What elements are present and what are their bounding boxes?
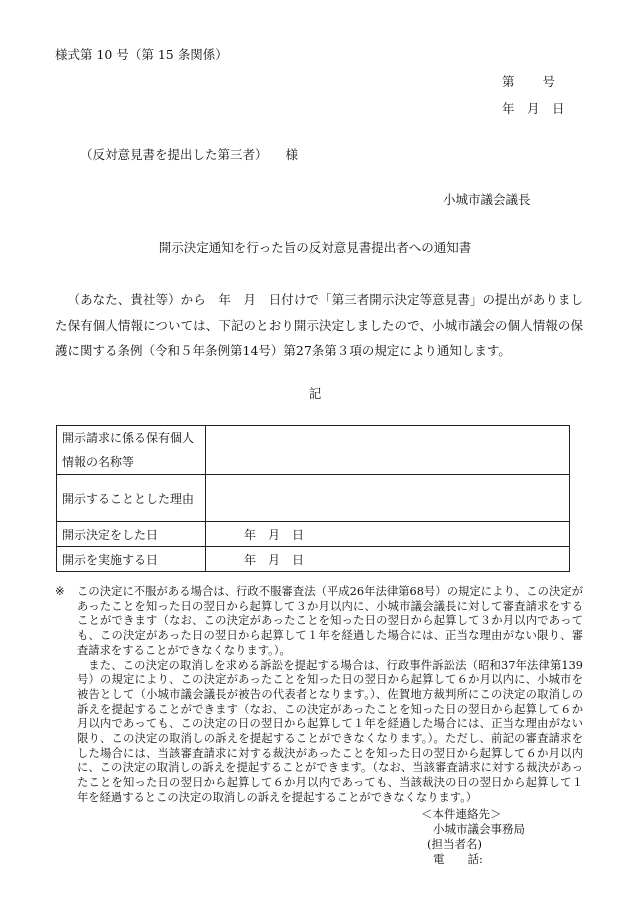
document-date: 年 月 日 [502, 101, 565, 116]
document-title: 開示決定通知を行った旨の反対意見書提出者への通知書 [158, 240, 472, 255]
row-value-info-name [206, 426, 570, 475]
contact-header: ＜本件連絡先＞ [421, 807, 502, 821]
row-label-implementation-date: 開示を実施する日 [57, 547, 206, 572]
info-table [56, 425, 570, 572]
ki-heading: 記 [308, 386, 322, 401]
form-number-label: 様式第 10 号（第 15 条関係） [55, 47, 228, 62]
row-label-decision-date: 開示決定をした日 [57, 522, 206, 547]
note-paragraph-lawsuit: また、この決定の取消しを求める訴訟を提起する場合は、行政事件訴訟法（昭和37年法律第139号）の規定により、この決定があったことを知った日の翌日から起算して６か月以内に、小城市を被告として（小城市議会議長が被告の代表者となります。）、佐賀地方裁判所にこの決定の取消しの訴えを提起することができます（なお、この決定があったことを知った日の翌日から起算して６か月以内であっても、この決定の日の翌日から起算して１年を経過した場合には、正当な理由がない限り、この決定の取消しの訴えを提起することができなくなります。）。ただし、前記の審査請求をした場合には、当該審査請求に対する裁決があったことを知った日の翌日から起算して６か月以内に、この決定の取消しの訴えを提起することができます。（なお、当該審査請求に対する裁決があったことを知った日の翌日から起算して６か月以内であっても、当該裁決の日の翌日から起算して１年を経過するとこの決定の取消しの訴えを提起することができなくなります。） [77, 658, 583, 804]
table-row [57, 522, 570, 547]
notes-section [55, 585, 583, 806]
recipient-line [80, 145, 298, 163]
document-number-prefix: 第 [502, 74, 515, 89]
row-label-line: 情報の名称等 [62, 455, 135, 469]
contact-phone: 電 話: [433, 852, 483, 866]
contact-person: (担当者名) [427, 837, 482, 851]
body-paragraph: （あなた、貴社等）から 年 月 日付けで「第三者開示決定等意見書」の提出がありました保有個人情報については、下記のとおり開示決定しましたので、小城市議会の個人情報の保護に関する条例（令和５年条例第14号）第27条第３項の規定により通知します。 [55, 292, 583, 358]
row-label-line: 開示請求に係る保有個人 [62, 431, 195, 445]
sender-name: 小城市議会議長 [443, 192, 531, 207]
row-value-implementation-date: 年 月 日 [206, 547, 570, 572]
contact-office: 小城市議会事務局 [433, 822, 525, 836]
row-label-reason: 開示することとした理由 [57, 475, 206, 522]
document-number-suffix: 号 [542, 74, 556, 89]
recipient-name: （反対意見書を提出した第三者） [80, 147, 268, 162]
document-number [502, 72, 555, 90]
table-row [57, 475, 570, 522]
note-paragraph-appeal: この決定に不服がある場合は、行政不服審査法（平成26年法律第68号）の規定により、この決定があったことを知った日の翌日から起算して３か月以内に、小城市議会議長に対して審査請求をすることができます（なお、この決定があったことを知った日の翌日から起算して３か月以内であっても、この決定があった日の翌日から起算して１年を経過した場合には、正当な理由がない限り、審査請求をすることができなくなります。）。 [77, 585, 583, 657]
row-value-decision-date: 年 月 日 [206, 522, 570, 547]
row-label-info-name [57, 426, 206, 475]
note-mark: ※ [55, 585, 65, 598]
table-row [57, 426, 570, 475]
recipient-honorific: 様 [285, 147, 299, 162]
table-row [57, 547, 570, 572]
row-value-reason [206, 475, 570, 522]
contact-block [421, 807, 525, 867]
